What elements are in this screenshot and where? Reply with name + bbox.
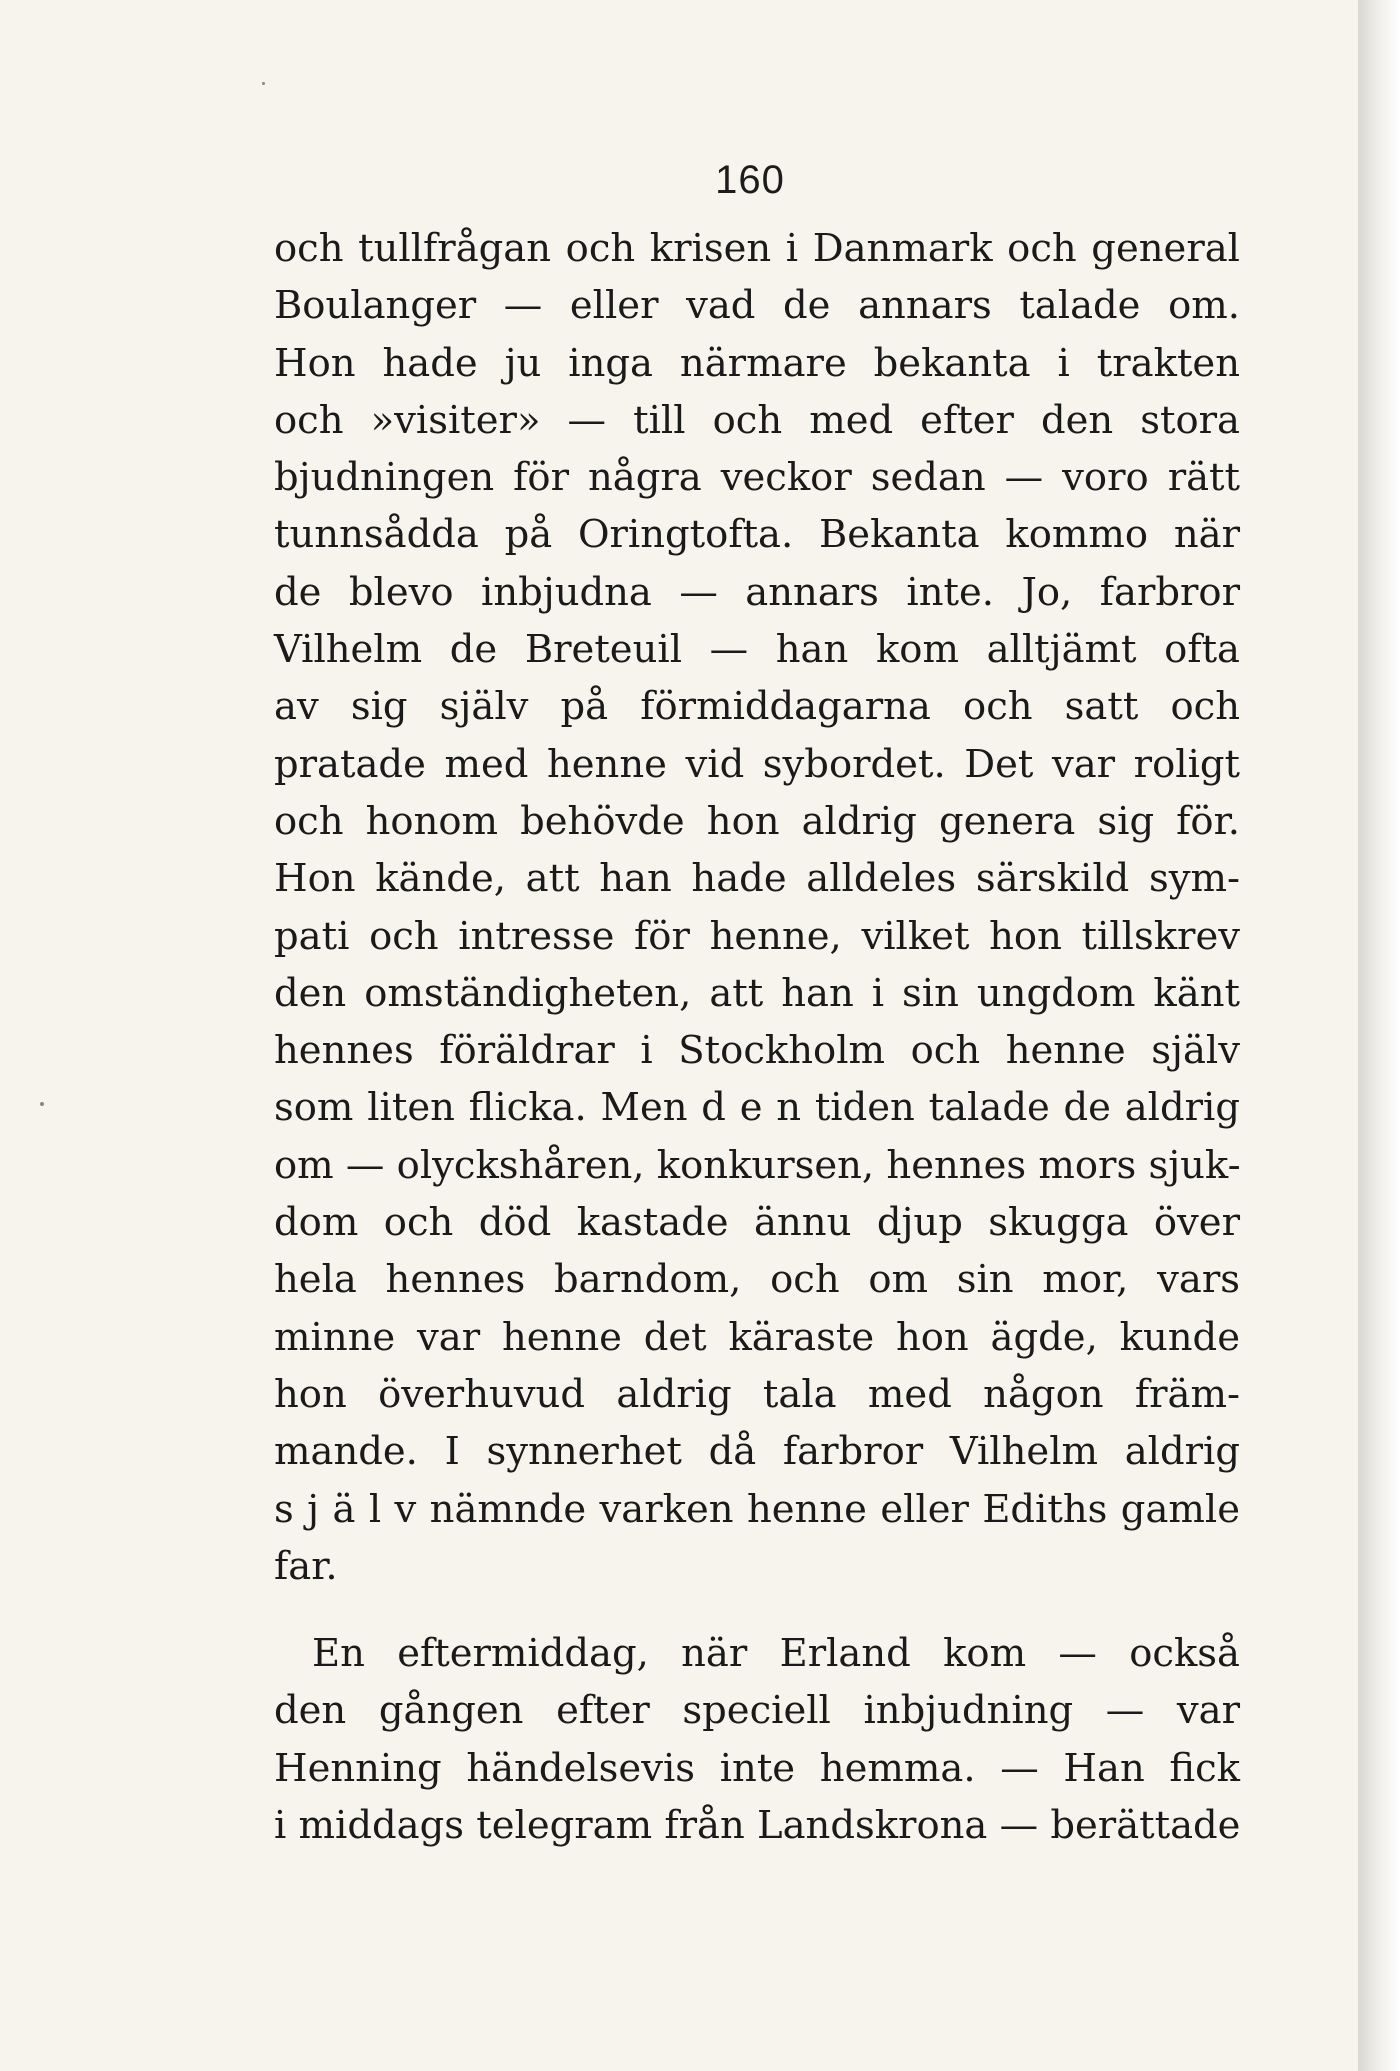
text-line: hennes föräldrar i Stockholm och henne själv <box>274 1028 1240 1074</box>
text-line: de blevo inbjudna — annars inte. Jo, farbror <box>274 569 1240 615</box>
text-line: s j ä l v nämnde varken henne eller Ediths gamle <box>274 1486 1240 1532</box>
text-line: pratade med henne vid sybordet. Det var roligt <box>274 741 1240 787</box>
page-number: 160 <box>715 158 785 202</box>
text-line: Vilhelm de Breteuil — han kom alltjämt ofta <box>274 627 1240 673</box>
text-line: Henning händelsevis inte hemma. — Han fick <box>274 1745 1240 1791</box>
text-line: bjudningen för några veckor sedan — voro rätt <box>274 455 1240 501</box>
text-line: och »visiter» — till och med efter den stora <box>274 397 1240 443</box>
paragraph-gap <box>274 1595 1240 1625</box>
paragraph <box>274 220 1240 1595</box>
text-line: mande. I synnerhet då farbror Vilhelm aldrig <box>274 1429 1240 1475</box>
text-line: i middags telegram från Landskrona — berättade <box>274 1803 1241 1849</box>
text-line: den gången efter speciell inbjudning — var <box>274 1688 1240 1734</box>
text-line: minne var henne det käraste hon ägde, kunde <box>274 1314 1240 1360</box>
text-line: den omständigheten, att han i sin ungdom känt <box>274 970 1240 1016</box>
text-line: hela hennes barndom, och om sin mor, vars <box>274 1257 1240 1303</box>
text-line: om — olyckshåren, konkursen, hennes mors sjuk- <box>274 1142 1241 1188</box>
text-line: dom och död kastade ännu djup skugga över <box>274 1200 1240 1246</box>
text-line: hon överhuvud aldrig tala med någon främ- <box>274 1371 1240 1417</box>
text-line: Hon kände, att han hade alldeles särskild sym- <box>274 856 1240 902</box>
text-line: och honom behövde hon aldrig genera sig för. <box>274 798 1240 844</box>
text-line: pati och intresse för henne, vilket hon tillskrev <box>274 913 1240 959</box>
text-line: tunnsådda på Oringtofta. Bekanta kommo när <box>274 512 1240 558</box>
text-line: far. <box>274 1543 338 1589</box>
body-text <box>274 220 1240 1854</box>
page-edge <box>1358 0 1400 2071</box>
paper-speck <box>40 1102 44 1106</box>
paper-speck <box>262 82 265 85</box>
text-line: som liten flicka. Men d e n tiden talade de aldrig <box>274 1085 1240 1131</box>
text-line: och tullfrågan och krisen i Danmark och general <box>274 226 1240 271</box>
text-line: av sig själv på förmiddagarna och satt och <box>274 684 1240 730</box>
text-line: En eftermiddag, när Erland kom — också <box>312 1631 1240 1677</box>
text-line: Hon hade ju inga närmare bekanta i trakten <box>274 340 1240 386</box>
text-line: Boulanger — eller vad de annars talade om. <box>274 283 1240 329</box>
paragraph <box>274 1625 1240 1854</box>
